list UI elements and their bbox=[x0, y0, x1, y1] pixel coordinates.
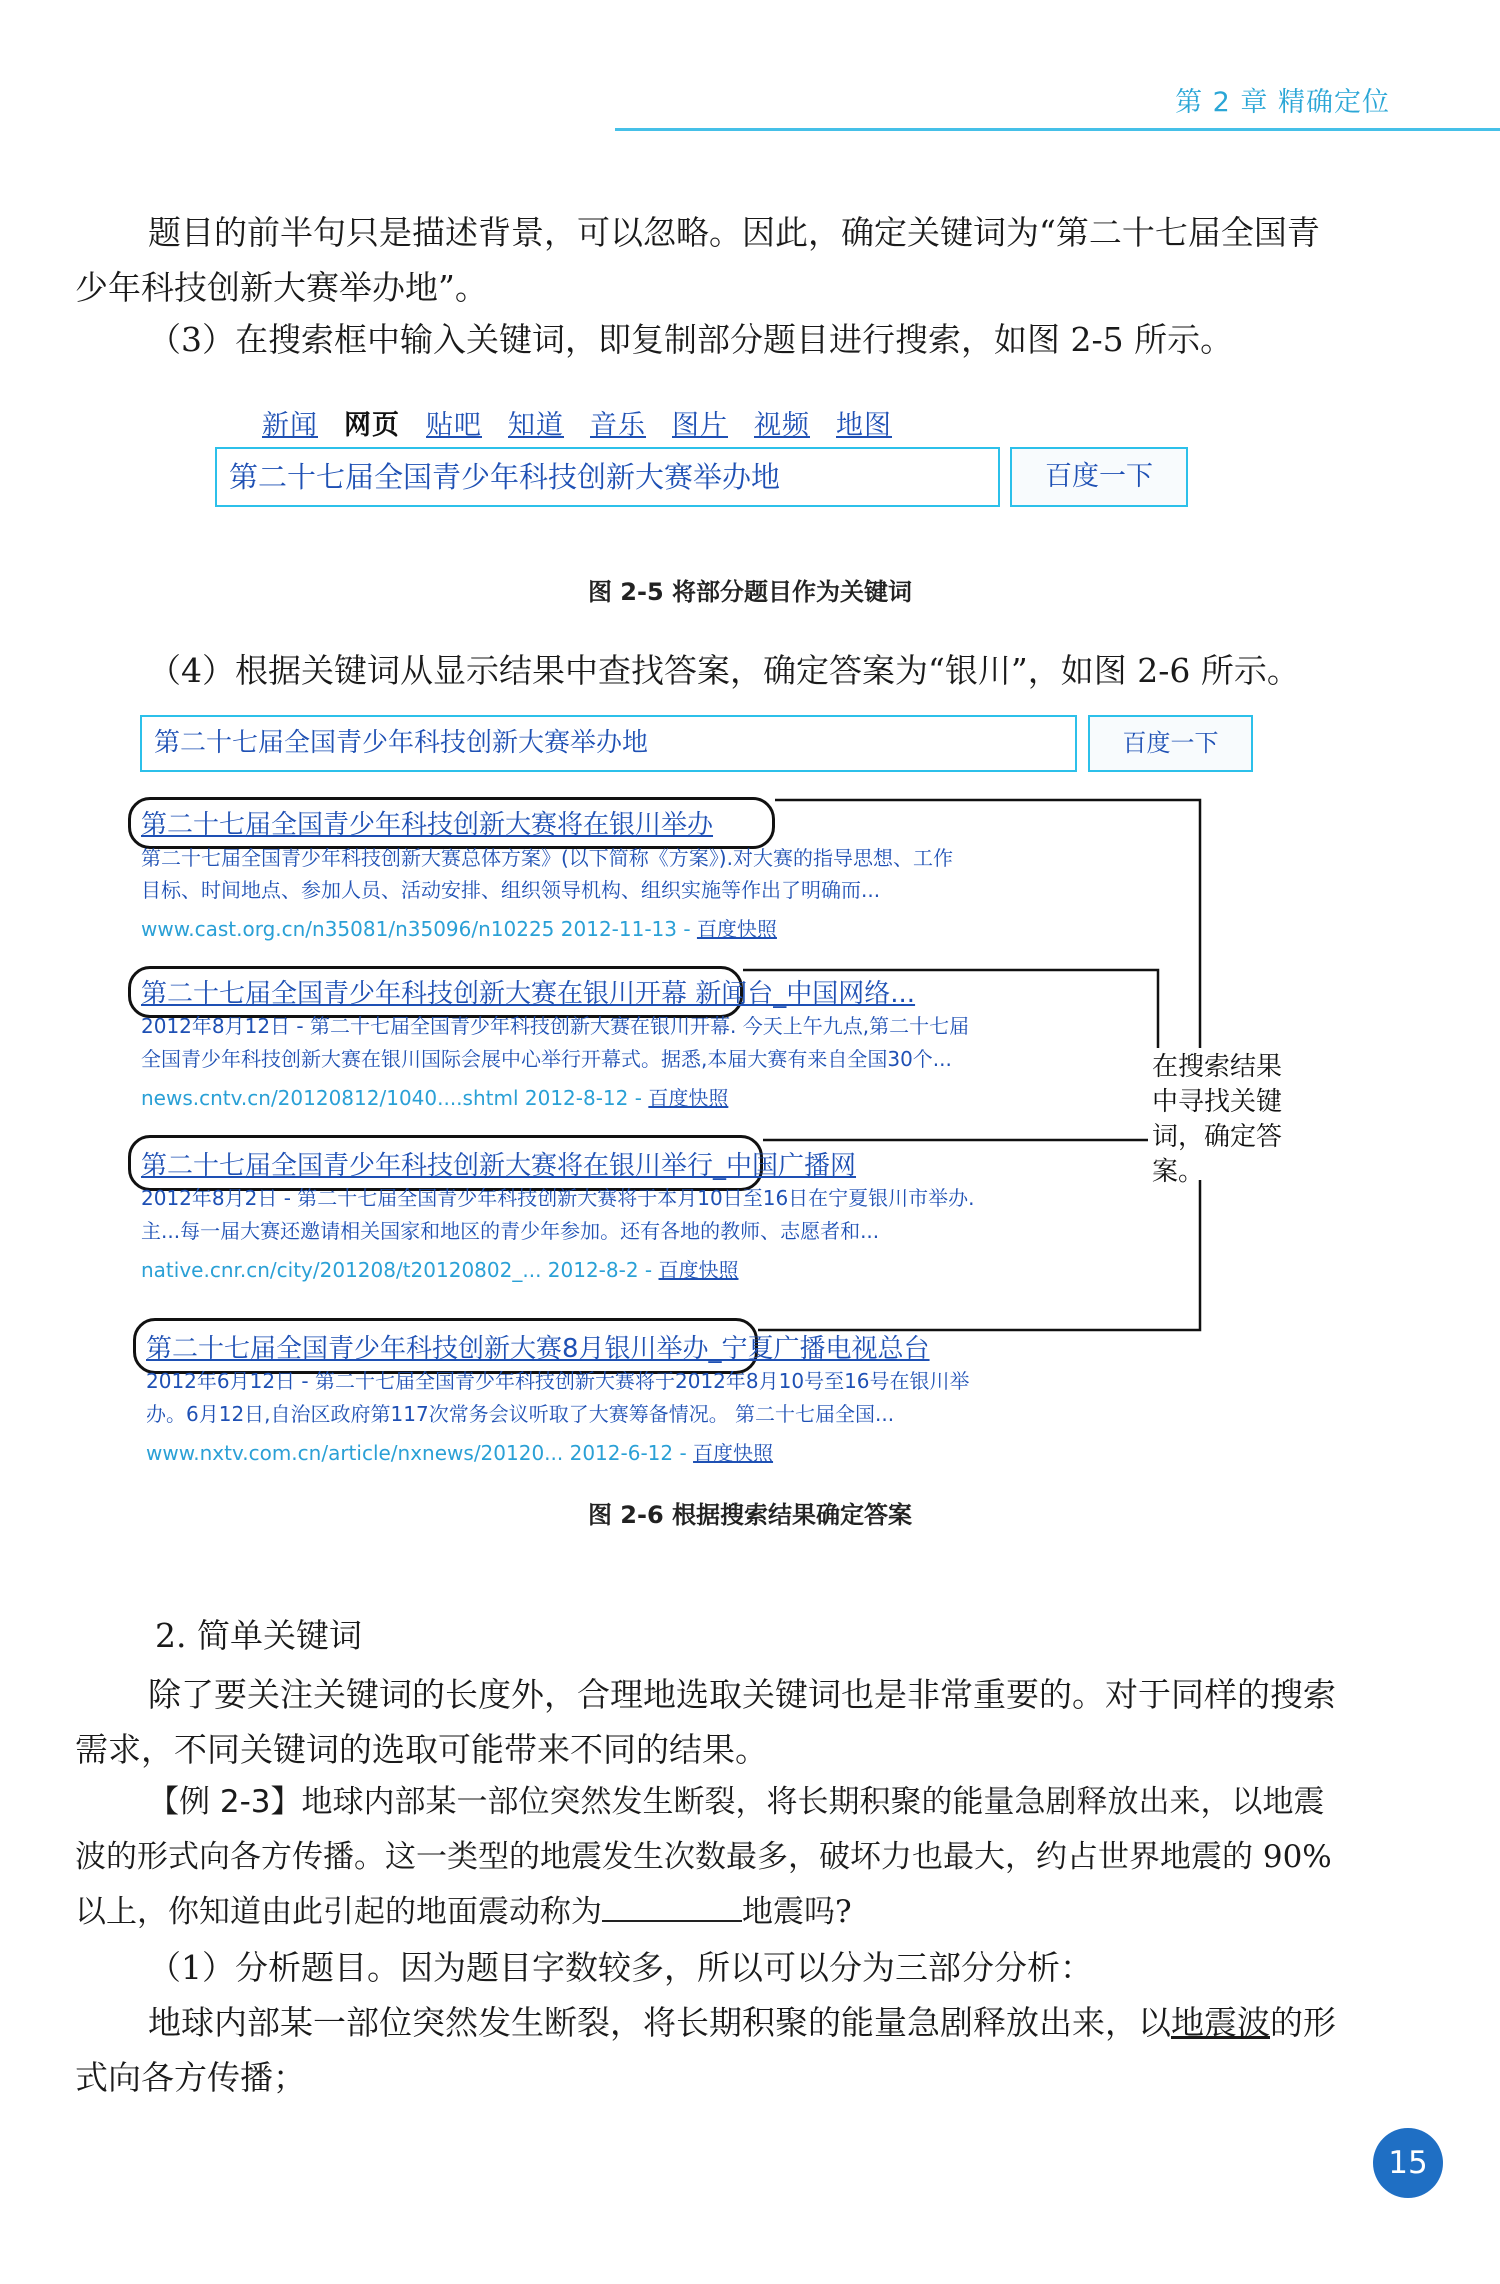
underlined-term: 地震波 bbox=[1171, 2003, 1270, 2042]
section-heading: 2. 简单关键词 bbox=[155, 1616, 362, 1655]
result-url-3: native.cnr.cn/city/201208/t20120802_... 2012-8-2 - 百度快照 bbox=[141, 1258, 739, 1282]
result-title-2[interactable]: 第二十七届全国青少年科技创新大赛在银川开幕 新闻台_中国网络... bbox=[141, 979, 916, 1009]
paragraph-intro: 题目的前半句只是描述背景，可以忽略。因此，确定关键词为“第二十七届全国青少年科技创新大赛举办地”。 bbox=[75, 213, 1320, 307]
results-search-button[interactable]: 百度一下 bbox=[1088, 715, 1253, 772]
result-snippet-4b: 办。6月12日,自治区政府第117次常务会议听取了大赛筹备情况。 第二十七届全国... bbox=[146, 1402, 895, 1426]
page-number: 15 bbox=[1373, 2128, 1443, 2198]
result-snippet-1a: 第二十七届全国青少年科技创新大赛总体方案》(以下简称《方案》).对大赛的指导思想、工作 bbox=[141, 846, 953, 870]
tab-video[interactable]: 视频 bbox=[754, 410, 810, 441]
result-snippet-2b: 全国青少年科技创新大赛在银川国际会展中心举行开幕式。据悉,本届大赛有来自全国30个... bbox=[141, 1047, 952, 1071]
chapter-header: 第 2 章 精确定位 bbox=[1175, 87, 1390, 118]
figure-2-5-caption: 图 2-5 将部分题目作为关键词 bbox=[587, 578, 913, 606]
result-snippet-3b: 主...每一届大赛还邀请相关国家和地区的青少年参加。还有各地的教师、志愿者和... bbox=[141, 1219, 880, 1243]
cache-link-3[interactable]: 百度快照 bbox=[658, 1258, 739, 1282]
search-button[interactable]: 百度一下 bbox=[1010, 447, 1188, 507]
answer-blank bbox=[602, 1894, 742, 1922]
tab-zhidao[interactable]: 知道 bbox=[508, 410, 564, 441]
result-title-3[interactable]: 第二十七届全国青少年科技创新大赛将在银川举行_中国广播网 bbox=[141, 1151, 857, 1181]
example-text: 地球内部某一部位突然发生断裂，将长期积聚的能量急剧释放出来，以地震波的形式向各方传播。这一类型的地震发生次数最多，破坏力也最大，约占世界地震的 90% 以上，你知道由此引起的地面震动称为 bbox=[75, 1784, 1332, 1930]
tab-map[interactable]: 地图 bbox=[836, 410, 892, 441]
figure-2-6-caption: 图 2-6 根据搜索结果确定答案 bbox=[587, 1501, 913, 1529]
step-3-text: （3）在搜索框中输入关键词，即复制部分题目进行搜索，如图 2-5 所示。 bbox=[148, 320, 1234, 359]
callout-note: 在搜索结果中寻找关键词，确定答案。 bbox=[1152, 1052, 1283, 1187]
result-title-1[interactable]: 第二十七届全国青少年科技创新大赛将在银川举办 bbox=[141, 810, 714, 840]
example-label: 【例 2-3】 bbox=[148, 1784, 302, 1820]
cache-link-2[interactable]: 百度快照 bbox=[648, 1086, 729, 1110]
result-snippet-1b: 目标、时间地点、参加人员、活动安排、组织领导机构、组织实施等作出了明确而... bbox=[141, 878, 881, 902]
result-snippet-3a: 2012年8月2日 - 第二十七届全国青少年科技创新大赛将于本月10日至16日在宁夏银川市举办. bbox=[141, 1186, 975, 1210]
cache-link-4[interactable]: 百度快照 bbox=[693, 1441, 774, 1465]
quote-part-1: 地球内部某一部位突然发生断裂，将长期积聚的能量急剧释放出来，以地震波的形式向各方传播； bbox=[75, 2003, 1336, 2097]
example-tail: 地震吗? bbox=[742, 1894, 852, 1930]
tab-web[interactable]: 网页 bbox=[344, 410, 400, 441]
result-url-2: news.cntv.cn/20120812/1040....shtml 2012-8-12 - 百度快照 bbox=[141, 1086, 729, 1110]
tab-images[interactable]: 图片 bbox=[672, 410, 728, 441]
results-search-input[interactable]: 第二十七届全国青少年科技创新大赛举办地 bbox=[140, 715, 1077, 772]
cache-link-1[interactable]: 百度快照 bbox=[696, 917, 777, 941]
tab-tieba[interactable]: 贴吧 bbox=[426, 410, 482, 441]
result-url-4: www.nxtv.com.cn/article/nxnews/20120... 2012-6-12 - 百度快照 bbox=[146, 1441, 774, 1465]
result-url-1: www.cast.org.cn/n35081/n35096/n10225 2012-11-13 - 百度快照 bbox=[141, 917, 777, 941]
example-2-3 bbox=[75, 1775, 1345, 1940]
paragraph-keywords: 除了要关注关键词的长度外，合理地选取关键词也是非常重要的。对于同样的搜索需求，不同关键词的选取可能带来不同的结果。 bbox=[75, 1675, 1336, 1769]
step-4-text: （4）根据关键词从显示结果中查找答案，确定答案为“银川”，如图 2-6 所示。 bbox=[148, 651, 1300, 690]
result-snippet-4a: 2012年6月12日 - 第二十七届全国青少年科技创新大赛将于2012年8月10号至16号在银川举 bbox=[146, 1369, 970, 1393]
search-input[interactable]: 第二十七届全国青少年科技创新大赛举办地 bbox=[215, 447, 1000, 507]
result-title-4[interactable]: 第二十七届全国青少年科技创新大赛8月银川举办_宁夏广播电视总台 bbox=[146, 1334, 930, 1364]
tab-news[interactable]: 新闻 bbox=[262, 410, 318, 441]
step-1-text: （1）分析题目。因为题目字数较多，所以可以分为三部分分析： bbox=[148, 1948, 1093, 1987]
result-snippet-2a: 2012年8月12日 - 第二十七届全国青少年科技创新大赛在银川开幕. 今天上午九点,第二十七届 bbox=[141, 1014, 970, 1038]
tab-music[interactable]: 音乐 bbox=[590, 410, 646, 441]
